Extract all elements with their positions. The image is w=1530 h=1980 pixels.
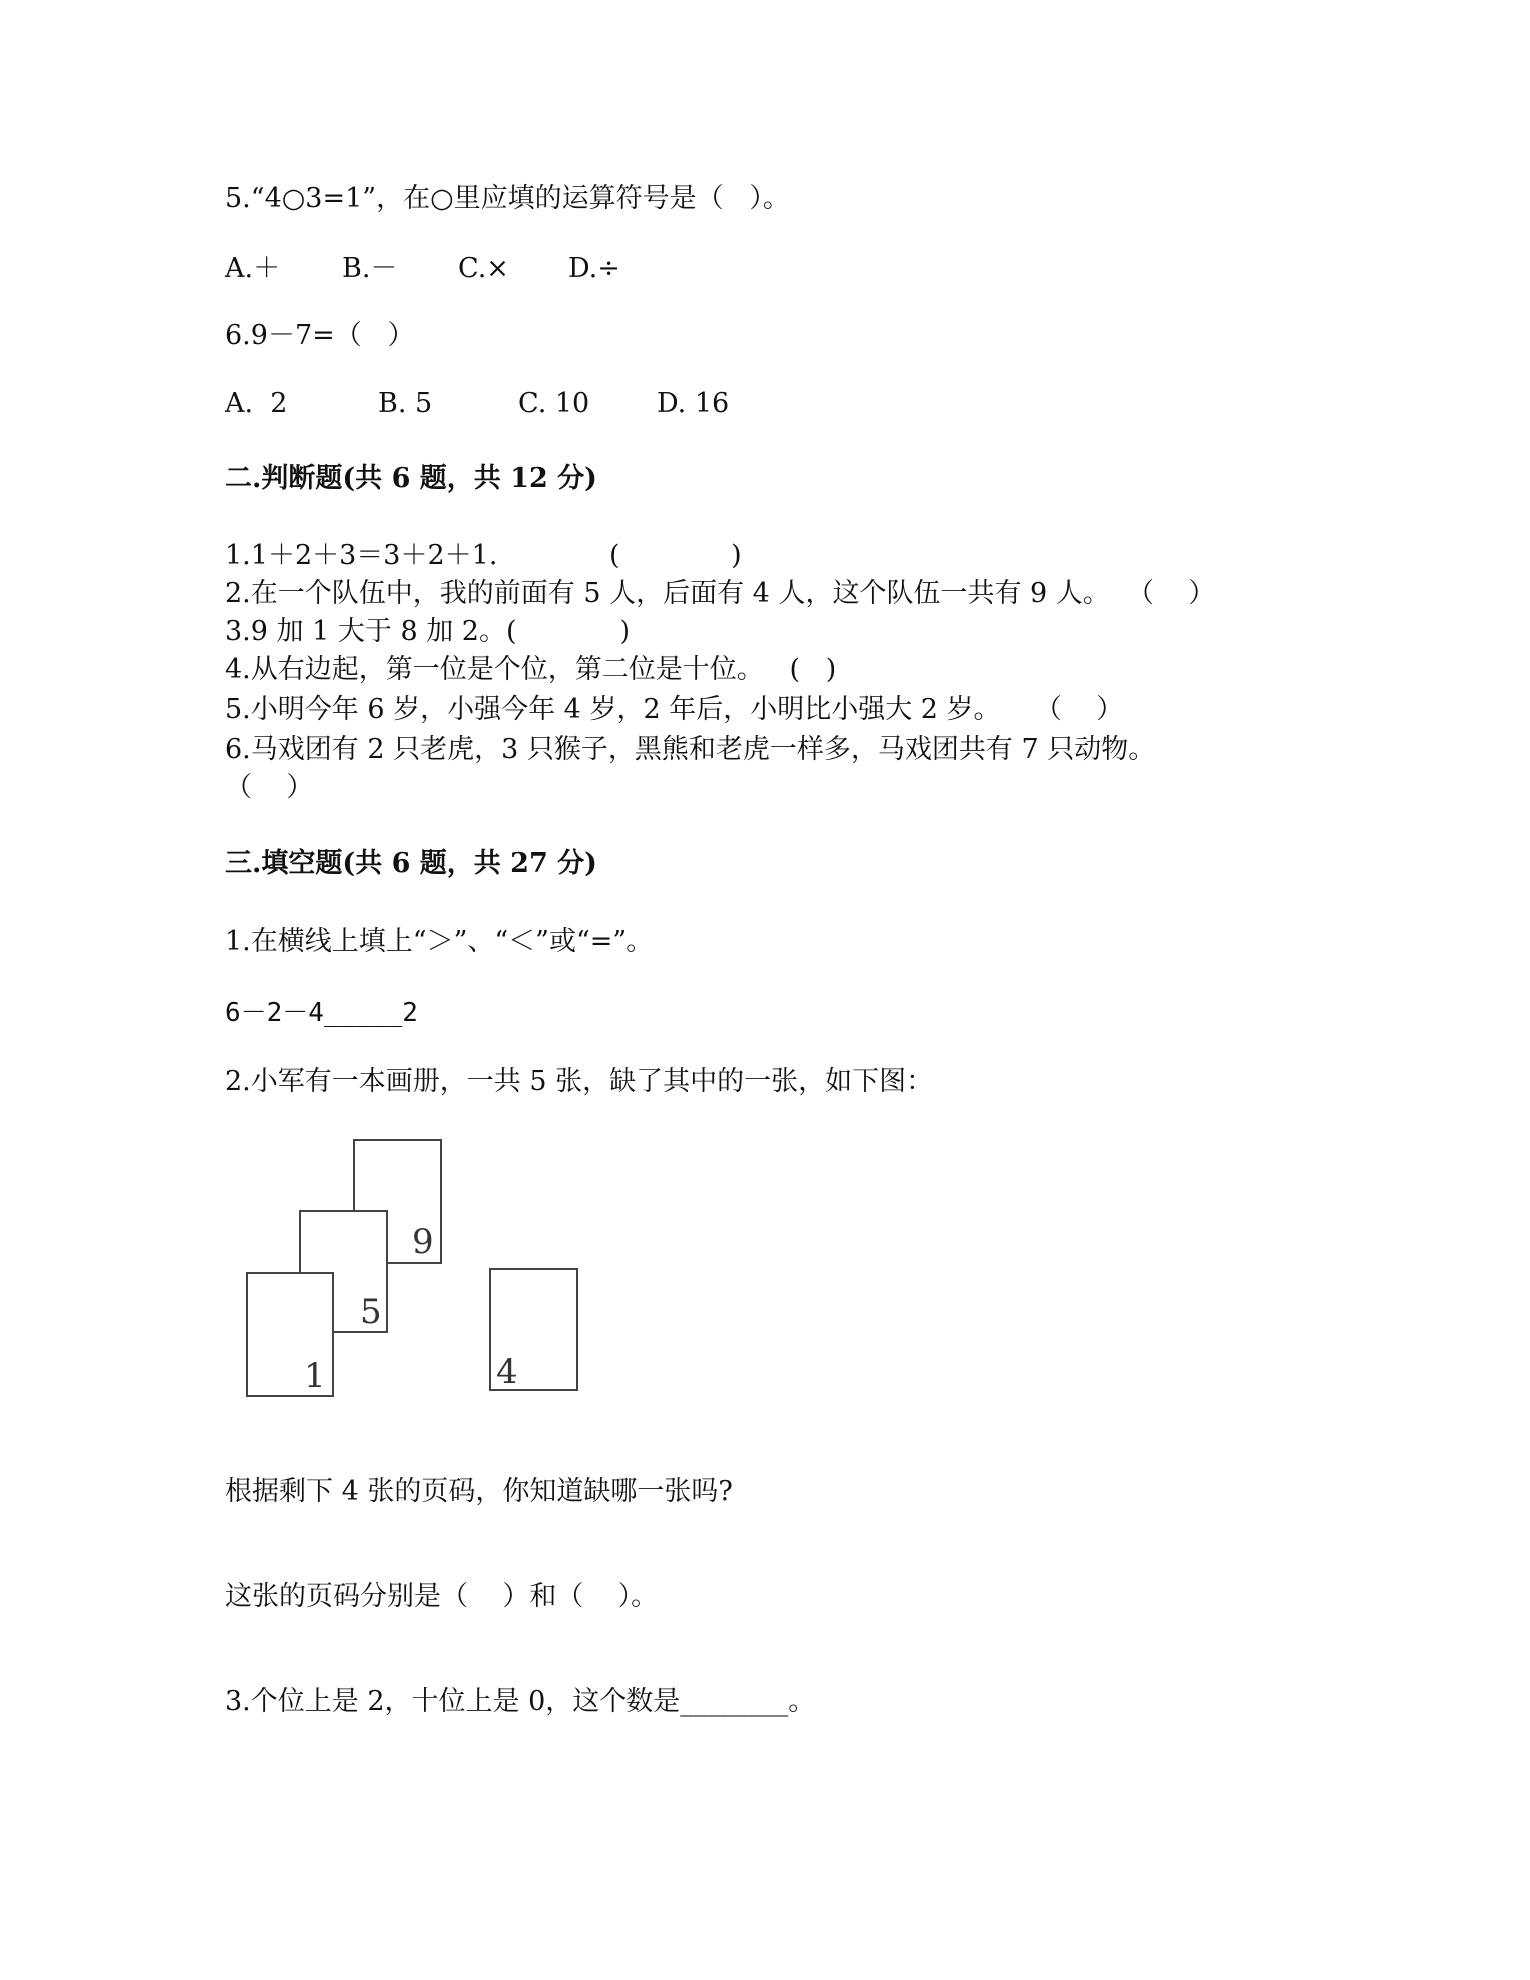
section-3-title: 三.填空题(共 6 题，共 27 分) (225, 848, 597, 879)
fill-question-2-stem: 2.小军有一本画册，一共 5 张，缺了其中的一张，如下图： (225, 1066, 934, 1097)
question-6-option-d: D. 16 (657, 388, 730, 419)
judge-item-6: 6.马戏团有 2 只老虎，3 只猴子，黑熊和老虎一样多，马戏团共有 7 只动物。 (225, 734, 1156, 765)
question-6-stem: 6.9－7=（ ） (225, 320, 415, 351)
fill-question-1-stem: 1.在横线上填上“＞”、“＜”或“=”。 (225, 926, 654, 957)
question-5-option-b: B.－ (342, 253, 398, 284)
judge-item-3: 3.9 加 1 大于 8 加 2。( ) (225, 616, 631, 647)
page-card-1 (247, 1273, 333, 1396)
page-number-9: 9 (412, 1222, 434, 1262)
fill-question-3-stem: 3.个位上是 2，十位上是 0，这个数是________。 (225, 1686, 816, 1717)
question-5-option-d: D.÷ (568, 253, 620, 284)
fill-question-2-question: 根据剩下 4 张的页码，你知道缺哪一张吗? (225, 1476, 733, 1507)
page-number-5: 5 (360, 1292, 382, 1332)
judge-item-5: 5.小明今年 6 岁，小强今年 4 岁，2 年后，小明比小强大 2 岁。 （ ） (225, 694, 1124, 725)
question-6-option-b: B. 5 (378, 388, 433, 419)
page-card-4 (490, 1269, 577, 1392)
question-5-option-c: C.× (458, 253, 509, 284)
judge-item-4: 4.从右边起，第一位是个位，第二位是十位。 ( ) (225, 654, 837, 685)
page-number-1: 1 (304, 1356, 326, 1396)
book-pages-figure (236, 1125, 596, 1405)
question-5-option-a: A.＋ (225, 253, 281, 284)
fill-question-1-expression: 6－2－4_____2 (225, 998, 418, 1028)
question-5-stem: 5.“4○3=1”，在○里应填的运算符号是（ ）。 (225, 183, 790, 214)
question-6-option-a: A. 2 (225, 388, 288, 419)
page-number-4: 4 (496, 1352, 518, 1392)
judge-item-6-bracket: （ ） (225, 772, 314, 803)
fill-question-2-answer-line: 这张的页码分别是（ ）和（ ）。 (225, 1581, 659, 1612)
judge-item-1: 1.1＋2＋3＝3＋2＋1. ( ) (225, 540, 742, 571)
judge-item-2: 2.在一个队伍中，我的前面有 5 人，后面有 4 人，这个队伍一共有 9 人。 （ ） (225, 578, 1216, 609)
question-6-option-c: C. 10 (518, 388, 590, 419)
section-2-title: 二.判断题(共 6 题，共 12 分) (225, 463, 597, 494)
